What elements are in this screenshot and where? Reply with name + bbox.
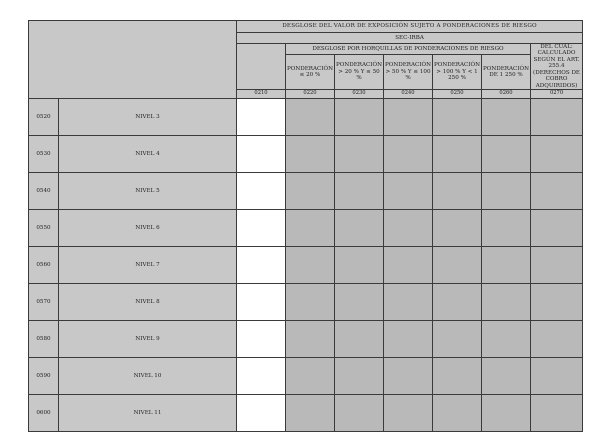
greyed-cell-0260: [482, 173, 531, 210]
greyed-cell-0220: [286, 247, 335, 284]
input-cell-0210[interactable]: [237, 284, 286, 321]
greyed-cell-0220: [286, 210, 335, 247]
greyed-cell-0260: [482, 247, 531, 284]
corner-cell: [29, 21, 237, 99]
greyed-cell-0270: [531, 395, 583, 432]
greyed-cell-0270: [531, 321, 583, 358]
risk-weight-table: [28, 20, 583, 432]
table-row: [29, 247, 583, 284]
row-code: 0540: [29, 173, 59, 210]
table-row: [29, 210, 583, 247]
greyed-cell-0230: [335, 358, 384, 395]
row-label: NIVEL 6: [59, 210, 237, 247]
table-title: DESGLOSE DEL VALOR DE EXPOSICIÓN SUJETO A PONDERACIONES DE RIESGO: [237, 21, 583, 33]
table-row: [29, 136, 583, 173]
greyed-cell-0260: [482, 136, 531, 173]
table-row: [29, 358, 583, 395]
greyed-cell-0230: [335, 284, 384, 321]
table-row: [29, 284, 583, 321]
greyed-cell-0230: [335, 247, 384, 284]
col-code: 0240: [384, 90, 433, 99]
greyed-cell-0270: [531, 173, 583, 210]
greyed-cell-0260: [482, 321, 531, 358]
col-code: 0220: [286, 90, 335, 99]
input-cell-0210[interactable]: [237, 395, 286, 432]
row-code: 0550: [29, 210, 59, 247]
greyed-cell-0260: [482, 395, 531, 432]
row-label: NIVEL 10: [59, 358, 237, 395]
greyed-cell-0220: [286, 358, 335, 395]
greyed-cell-0250: [433, 395, 482, 432]
greyed-cell-0260: [482, 210, 531, 247]
greyed-cell-0240: [384, 136, 433, 173]
greyed-cell-0230: [335, 210, 384, 247]
col-0270-header: DEL CUAL: CALCULADO SEGÚN EL ART. 255.4 (DERECHOS DE COBRO ADQUIRIDOS): [531, 44, 583, 90]
sec-irba-header: SEC-IRBA: [237, 33, 583, 44]
greyed-cell-0240: [384, 395, 433, 432]
input-cell-0210[interactable]: [237, 173, 286, 210]
greyed-cell-0270: [531, 210, 583, 247]
table-row: [29, 99, 583, 136]
greyed-cell-0250: [433, 284, 482, 321]
row-code: 0520: [29, 99, 59, 136]
row-label: NIVEL 3: [59, 99, 237, 136]
row-label: NIVEL 4: [59, 136, 237, 173]
col-0260-header: PONDERACIÓN DE 1 250 %: [482, 55, 531, 90]
row-code: 0600: [29, 395, 59, 432]
col-0240-header: PONDERACIÓN > 50 % Y ≤ 100 %: [384, 55, 433, 90]
row-code: 0570: [29, 284, 59, 321]
greyed-cell-0250: [433, 136, 482, 173]
greyed-cell-0250: [433, 173, 482, 210]
col-code: 0210: [237, 90, 286, 99]
greyed-cell-0230: [335, 395, 384, 432]
greyed-cell-0230: [335, 173, 384, 210]
input-cell-0210[interactable]: [237, 247, 286, 284]
greyed-cell-0230: [335, 99, 384, 136]
greyed-cell-0240: [384, 284, 433, 321]
col-0210-header: [237, 44, 286, 90]
greyed-cell-0240: [384, 99, 433, 136]
col-code: 0230: [335, 90, 384, 99]
col-code: 0260: [482, 90, 531, 99]
greyed-cell-0250: [433, 210, 482, 247]
greyed-cell-0220: [286, 395, 335, 432]
greyed-cell-0240: [384, 210, 433, 247]
greyed-cell-0230: [335, 321, 384, 358]
row-code: 0590: [29, 358, 59, 395]
greyed-cell-0260: [482, 358, 531, 395]
form-sheet: [28, 20, 583, 432]
col-code: 0270: [531, 90, 583, 99]
greyed-cell-0250: [433, 99, 482, 136]
greyed-cell-0270: [531, 136, 583, 173]
row-label: NIVEL 8: [59, 284, 237, 321]
greyed-cell-0220: [286, 173, 335, 210]
greyed-cell-0250: [433, 247, 482, 284]
input-cell-0210[interactable]: [237, 321, 286, 358]
greyed-cell-0260: [482, 284, 531, 321]
input-cell-0210[interactable]: [237, 358, 286, 395]
greyed-cell-0240: [384, 173, 433, 210]
greyed-cell-0270: [531, 284, 583, 321]
input-cell-0210[interactable]: [237, 210, 286, 247]
col-0220-header: PONDERACIÓN ≤ 20 %: [286, 55, 335, 90]
greyed-cell-0250: [433, 321, 482, 358]
greyed-cell-0220: [286, 136, 335, 173]
row-code: 0560: [29, 247, 59, 284]
input-cell-0210[interactable]: [237, 136, 286, 173]
greyed-cell-0240: [384, 321, 433, 358]
row-label: NIVEL 7: [59, 247, 237, 284]
row-label: NIVEL 5: [59, 173, 237, 210]
row-label: NIVEL 11: [59, 395, 237, 432]
row-code: 0580: [29, 321, 59, 358]
greyed-cell-0250: [433, 358, 482, 395]
greyed-cell-0240: [384, 358, 433, 395]
row-code: 0530: [29, 136, 59, 173]
col-code: 0250: [433, 90, 482, 99]
row-label: NIVEL 9: [59, 321, 237, 358]
col-0250-header: PONDERACIÓN > 100 % Y < 1 250 %: [433, 55, 482, 90]
breakdown-header: DESGLOSE POR HORQUILLAS DE PONDERACIONES DE RIESGO: [286, 44, 531, 55]
greyed-cell-0270: [531, 358, 583, 395]
greyed-cell-0230: [335, 136, 384, 173]
greyed-cell-0220: [286, 321, 335, 358]
table-row: [29, 173, 583, 210]
table-row: [29, 321, 583, 358]
greyed-cell-0270: [531, 247, 583, 284]
table-row: [29, 395, 583, 432]
greyed-cell-0220: [286, 284, 335, 321]
greyed-cell-0260: [482, 99, 531, 136]
input-cell-0210[interactable]: [237, 99, 286, 136]
greyed-cell-0270: [531, 99, 583, 136]
col-0230-header: PONDERACIÓN > 20 % Y ≤ 50 %: [335, 55, 384, 90]
greyed-cell-0220: [286, 99, 335, 136]
greyed-cell-0240: [384, 247, 433, 284]
